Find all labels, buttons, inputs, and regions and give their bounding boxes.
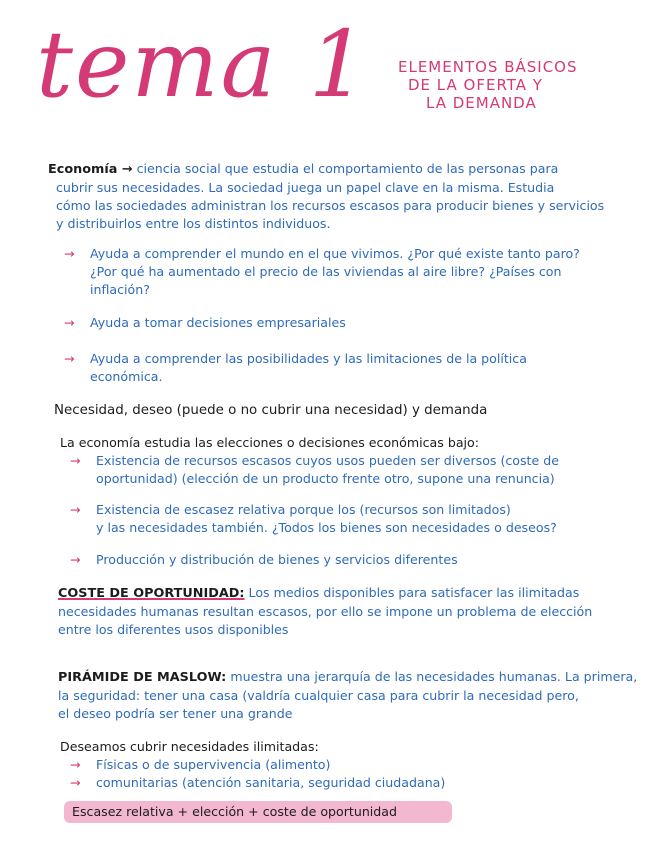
necesidad-heading: Necesidad, deseo (puede o no cubrir una necesidad) y demanda [54,403,488,418]
arrow-icon: → [64,246,75,261]
coste-block: COSTE DE OPORTUNIDAD: Los medios disponibles para satisfacer las ilimitadas necesidades humanas resultan escasos, por ello se impone un problema de elección entre los diferentes usos disponibles [58,585,593,637]
estudia-heading: La economía estudia las elecciones o decisiones económicas bajo: [60,435,479,450]
arrow-icon: → [70,453,81,468]
list-item: → Ayuda a tomar decisiones empresariales [64,315,346,330]
arrow-icon: → [70,502,81,517]
deseamos-block [60,738,620,792]
page-title: tema 1 [36,11,370,118]
subtitle-line: DE LA OFERTA Y [408,76,543,94]
economia-term: Economía → [48,162,133,177]
maslow-block: PIRÁMIDE DE MASLOW: muestra una jerarquía de las necesidades humanas. La primera, la seguridad: tener una casa (valdría cualquier casa para cubrir la necesidad pero, el deseo podría ser tener una grande [58,669,638,721]
page-subtitle [398,58,618,112]
arrow-icon: → [64,315,75,330]
summary-text: Escasez relativa + elección + coste de oportunidad [72,804,398,819]
list-item: → Existencia de escasez relativa porque los (recursos son limitados) y las necesidades también. ¿Todos los bienes son necesidades o deseos? [70,502,557,535]
subtitle-line: ELEMENTOS BÁSICOS [398,58,578,76]
list-item: → Físicas o de supervivencia (alimento) [70,757,331,772]
arrow-icon: → [70,757,81,772]
deseamos-heading: Deseamos cubrir necesidades ilimitadas: [60,739,319,754]
list-item: → Producción y distribución de bienes y servicios diferentes [70,552,458,567]
subtitle-line: LA DEMANDA [426,94,537,112]
arrow-icon: → [64,351,75,366]
list-item: → Existencia de recursos escasos cuyos usos pueden ser diversos (coste de oportunidad) (elección de un producto frente otro, supone una renuncia) [70,453,559,486]
coste-term: COSTE DE OPORTUNIDAD: [58,586,245,601]
economia-definition-line: cubrir sus necesidades. La sociedad juega un papel clave en la misma. Estudia [56,180,555,195]
economia-definition-line: ciencia social que estudia el comportamiento de las personas para [136,161,559,176]
economia-definition-line: cómo las sociedades administran los recursos escasos para producir bienes y servicios [56,198,605,213]
list-item: → comunitarias (atención sanitaria, seguridad ciudadana) [70,775,446,790]
economia-block [48,160,628,233]
list-item: → Ayuda a comprender las posibilidades y las limitaciones de la política económica. [64,351,527,384]
arrow-icon: → [70,775,81,790]
economia-definition-line: y distribuirlos entre los distintos individuos. [56,216,331,231]
arrow-icon: → [70,552,81,567]
list-item: → Ayuda a comprender el mundo en el que vivimos. ¿Por qué existe tanto paro? ¿Por qué ha aumentado el precio de las viviendas al aire libre? ¿Países con inflación? [64,246,580,297]
maslow-term: PIRÁMIDE DE MASLOW: [58,670,227,685]
